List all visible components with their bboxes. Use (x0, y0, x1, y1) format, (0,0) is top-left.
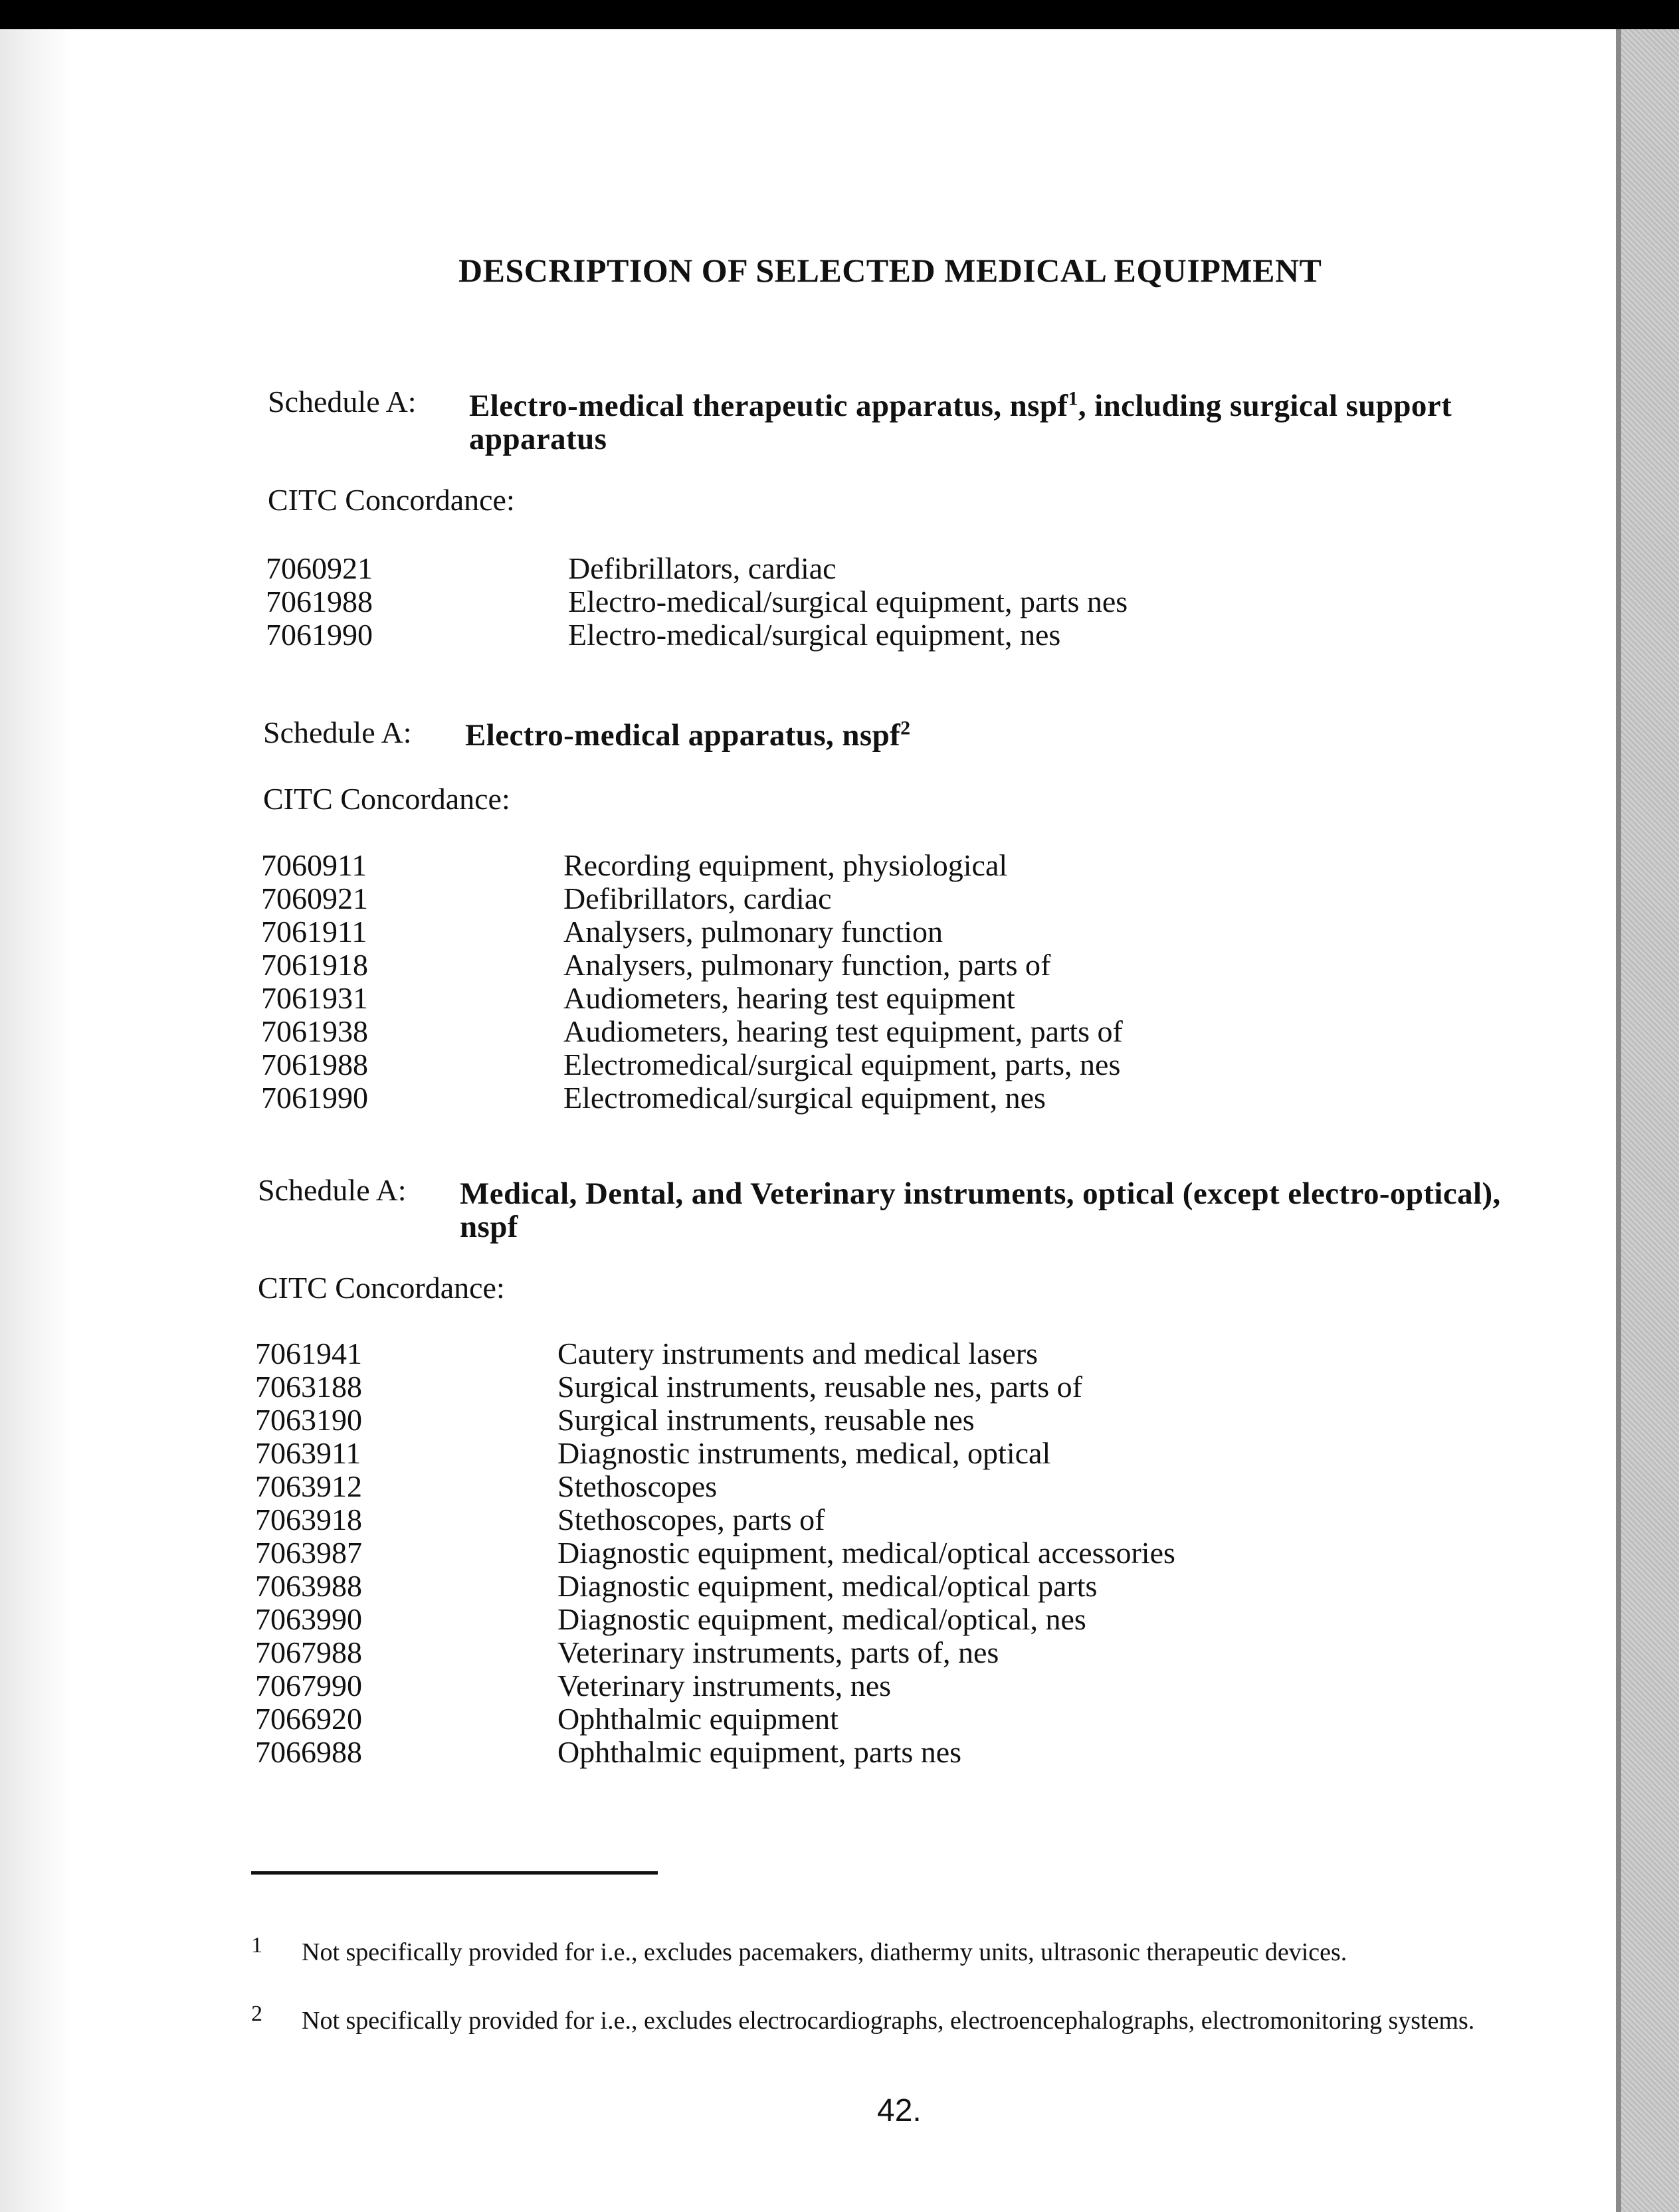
list-item (261, 982, 1590, 1015)
description: Audiometers, hearing test equipment, parts of (563, 1014, 1123, 1048)
description: Diagnostic instruments, medical, optical (557, 1436, 1051, 1470)
description: Defibrillators, cardiac (568, 551, 837, 585)
code: 7061941 (255, 1336, 362, 1370)
description: Stethoscopes (557, 1469, 718, 1503)
concordance-list (266, 552, 1595, 652)
description: Audiometers, hearing test equipment (563, 981, 1015, 1015)
code: 7063911 (255, 1436, 361, 1470)
description: Veterinary instruments, nes (557, 1669, 892, 1703)
schedule-title-text: Electro-medical therapeutic apparatus, nspf (469, 389, 1068, 423)
list-item (266, 585, 1595, 618)
list-item (261, 915, 1590, 949)
list-item (255, 1703, 1584, 1736)
footnote-rule (251, 1871, 658, 1875)
footnote-number: 1 (251, 1933, 262, 1958)
code: 7066988 (255, 1735, 362, 1769)
list-item (255, 1437, 1584, 1470)
list-item (255, 1404, 1584, 1437)
footnote-text: Not specifically provided for i.e., excludes pacemakers, diathermy units, ultrasonic therapeutic devices. (302, 1938, 1347, 1966)
page-title: DESCRIPTION OF SELECTED MEDICAL EQUIPMENT (458, 252, 1322, 289)
code: 7061988 (266, 585, 373, 618)
list-item (255, 1669, 1584, 1703)
list-item (261, 1048, 1590, 1081)
description: Cautery instruments and medical lasers (557, 1336, 1038, 1370)
schedule-title (465, 719, 1488, 752)
schedule-label: Schedule A: (258, 1173, 407, 1207)
concordance-list (261, 849, 1590, 1115)
schedule-title-text: Medical, Dental, and Veterinary instruments, optical (except electro-optical), nspf (460, 1176, 1501, 1244)
code: 7060921 (266, 551, 373, 585)
schedule-label: Schedule A: (263, 715, 412, 749)
description: Surgical instruments, reusable nes (557, 1403, 975, 1437)
footnote-ref: 2 (900, 717, 911, 739)
concordance-label: CITC Concordance: (263, 782, 510, 816)
schedule-title (460, 1177, 1563, 1244)
list-item (255, 1636, 1584, 1669)
code: 7061911 (261, 915, 367, 949)
description: Electromedical/surgical equipment, nes (563, 1081, 1046, 1115)
list-item (261, 849, 1590, 882)
list-item (255, 1570, 1584, 1603)
list-item (266, 618, 1595, 652)
concordance-label: CITC Concordance: (258, 1271, 505, 1305)
list-item (261, 1015, 1590, 1048)
list-item (255, 1536, 1584, 1570)
description: Electro-medical/surgical equipment, nes (568, 618, 1061, 652)
description: Defibrillators, cardiac (563, 881, 832, 915)
description: Diagnostic equipment, medical/optical parts (557, 1569, 1098, 1603)
code: 7061938 (261, 1014, 368, 1048)
scan-top-edge (0, 0, 1679, 29)
description: Analysers, pulmonary function, parts of (563, 948, 1051, 982)
code: 7063918 (255, 1503, 362, 1536)
description: Recording equipment, physiological (563, 848, 1008, 882)
footnote-number: 2 (251, 2001, 262, 2026)
description: Electromedical/surgical equipment, parts, nes (563, 1048, 1121, 1081)
schedule-title-rest: , including surgical support apparatus (469, 389, 1452, 456)
concordance-label: CITC Concordance: (268, 483, 515, 517)
code: 7061931 (261, 981, 368, 1015)
list-item (255, 1503, 1584, 1536)
footnote-text: Not specifically provided for i.e., excludes electrocardiographs, electroencephalographs, electromonitoring systems. (302, 2007, 1475, 2035)
list-item (255, 1470, 1584, 1503)
description: Diagnostic equipment, medical/optical accessories (557, 1536, 1175, 1570)
list-item (255, 1337, 1584, 1370)
description: Diagnostic equipment, medical/optical, nes (557, 1602, 1086, 1636)
list-item (255, 1370, 1584, 1404)
code: 7063990 (255, 1602, 362, 1636)
code: 7063188 (255, 1370, 362, 1404)
code: 7061990 (266, 618, 373, 652)
footnote-ref: 1 (1068, 387, 1078, 410)
code: 7063912 (255, 1469, 362, 1503)
list-item (261, 1081, 1590, 1115)
code: 7063988 (255, 1569, 362, 1603)
code: 7060921 (261, 881, 368, 915)
description: Analysers, pulmonary function (563, 915, 943, 949)
list-item (261, 882, 1590, 915)
description: Surgical instruments, reusable nes, parts of (557, 1370, 1082, 1404)
description: Ophthalmic equipment, parts nes (557, 1735, 962, 1769)
schedule-title-text: Electro-medical apparatus, nspf (465, 718, 901, 753)
scan-page-fold (1616, 29, 1621, 2212)
code: 7061988 (261, 1048, 368, 1081)
scan-left-edge (0, 29, 73, 2212)
code: 7066920 (255, 1702, 362, 1736)
description: Electro-medical/surgical equipment, parts nes (568, 585, 1128, 618)
code: 7063190 (255, 1403, 362, 1437)
code: 7061918 (261, 948, 368, 982)
page-number: 42. (877, 2093, 922, 2128)
description: Ophthalmic equipment (557, 1702, 839, 1736)
description: Veterinary instruments, parts of, nes (557, 1635, 999, 1669)
list-item (255, 1736, 1584, 1769)
list-item (261, 949, 1590, 982)
code: 7067990 (255, 1669, 362, 1703)
schedule-title (469, 389, 1492, 456)
code: 7061990 (261, 1081, 368, 1115)
code: 7063987 (255, 1536, 362, 1570)
schedule-label: Schedule A: (268, 385, 417, 418)
code: 7060911 (261, 848, 367, 882)
list-item (255, 1603, 1584, 1636)
code: 7067988 (255, 1635, 362, 1669)
list-item (266, 552, 1595, 585)
scan-right-edge (1621, 29, 1679, 2212)
concordance-list (255, 1337, 1584, 1769)
description: Stethoscopes, parts of (557, 1503, 825, 1536)
